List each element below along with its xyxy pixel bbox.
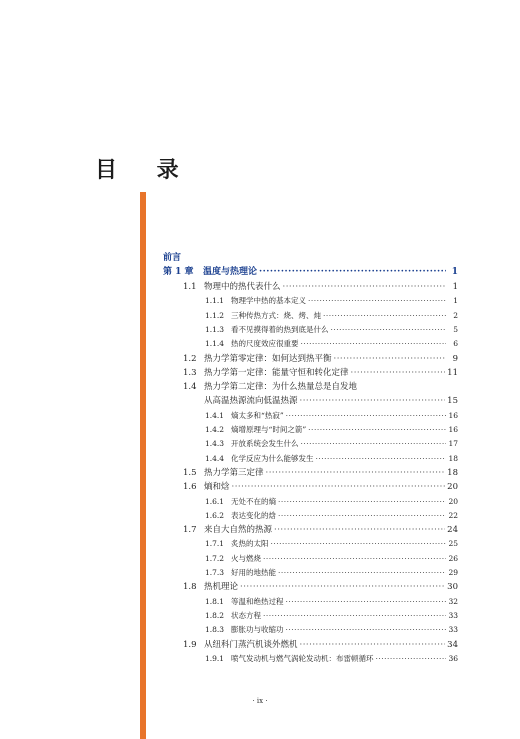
entry-page: 25 bbox=[448, 539, 458, 549]
toc-entry[interactable] bbox=[205, 495, 458, 509]
entry-title: 等温和绝热过程 bbox=[231, 596, 284, 606]
leader-dots bbox=[308, 423, 446, 437]
entry-page: 11 bbox=[447, 367, 458, 378]
toc-entry[interactable] bbox=[183, 466, 458, 480]
entry-title: 热力学第零定律：如何达到热平衡 bbox=[204, 353, 332, 364]
entry-title: 物理中的热代表什么 bbox=[204, 282, 281, 292]
entry-number: 1.4.2 bbox=[205, 425, 225, 434]
toc-entry[interactable] bbox=[183, 480, 458, 494]
entry-title: 熵太多和“热寂” bbox=[231, 410, 284, 420]
leader-dots bbox=[266, 466, 446, 480]
toc-entry[interactable] bbox=[183, 580, 458, 594]
leader-dots bbox=[278, 495, 446, 509]
toc-chapter-1[interactable] bbox=[163, 265, 458, 279]
toc-entry[interactable] bbox=[205, 337, 458, 351]
chapter-page: 1 bbox=[451, 267, 458, 277]
page-number: · ix · bbox=[252, 697, 268, 705]
entry-number: 1.8.2 bbox=[205, 610, 225, 620]
entry-number: 1.6.2 bbox=[205, 510, 225, 520]
entry-page: 16 bbox=[448, 410, 458, 420]
entry-title: 熵和焓 bbox=[204, 482, 230, 493]
toc-entry[interactable] bbox=[205, 437, 458, 451]
entry-number: 1.1.3 bbox=[205, 324, 225, 334]
chapter-number: 第 1 章 bbox=[163, 267, 194, 277]
entry-title: 炙热的太阳 bbox=[231, 539, 269, 549]
entry-number: 1.8.3 bbox=[205, 625, 225, 635]
entry-page: 34 bbox=[447, 639, 458, 650]
entry-number: 1.4.3 bbox=[205, 439, 225, 449]
leader-dots bbox=[283, 280, 446, 294]
toc-entry[interactable] bbox=[205, 623, 458, 637]
toc-entry[interactable] bbox=[205, 309, 458, 323]
entry-number: 1.1.1 bbox=[205, 296, 225, 306]
entry-number: 1.2 bbox=[183, 353, 197, 364]
entry-title: 火与燃烧 bbox=[231, 553, 261, 563]
leader-dots bbox=[351, 366, 446, 380]
entry-number: 1.4.4 bbox=[205, 453, 225, 463]
toc-entry[interactable] bbox=[205, 409, 458, 423]
entry-number: 1.3 bbox=[183, 367, 197, 378]
entry-page: 22 bbox=[448, 510, 458, 520]
entry-number: 1.5 bbox=[183, 467, 197, 478]
chapter-title: 温度与热理论 bbox=[203, 267, 258, 277]
entry-page: 1 bbox=[453, 296, 458, 306]
leader-dots bbox=[334, 352, 446, 366]
entry-page: 5 bbox=[453, 324, 458, 334]
toc-entry[interactable] bbox=[205, 566, 458, 580]
leader-dots bbox=[240, 580, 445, 594]
leader-dots bbox=[263, 552, 446, 566]
entry-title: 熵增原理与“时间之箭” bbox=[231, 425, 307, 434]
leader-dots bbox=[278, 509, 446, 523]
leader-dots bbox=[278, 566, 446, 580]
entry-title: 热的尺度效应很重要 bbox=[231, 339, 299, 349]
toc-entry[interactable] bbox=[205, 652, 458, 666]
toc-entry[interactable] bbox=[205, 423, 458, 437]
leader-dots bbox=[300, 638, 446, 652]
entry-number: 1.7.1 bbox=[205, 539, 225, 549]
entry-page: 18 bbox=[447, 467, 458, 478]
toc-entry[interactable] bbox=[205, 595, 458, 609]
leader-dots bbox=[308, 294, 446, 308]
entry-title: 看不见摸得着的热到底是什么 bbox=[231, 324, 329, 334]
entry-title: 好用的地热能 bbox=[231, 568, 276, 577]
entry-page: 26 bbox=[448, 553, 458, 563]
toc-entry[interactable] bbox=[205, 323, 458, 337]
toc-preface[interactable] bbox=[163, 251, 181, 265]
leader-dots bbox=[286, 409, 446, 423]
toc-entry[interactable] bbox=[205, 294, 458, 308]
entry-title: 从高温热源流向低温热源 bbox=[204, 396, 298, 407]
entry-page: 36 bbox=[448, 653, 458, 663]
entry-number: 1.6.1 bbox=[205, 496, 225, 506]
entry-page: 15 bbox=[447, 396, 458, 407]
entry-title: 喷气发动机与燃气涡轮发动机：布雷顿循环 bbox=[231, 653, 374, 663]
entry-page: 24 bbox=[447, 525, 458, 536]
toc-entry[interactable] bbox=[205, 452, 458, 466]
entry-page: 17 bbox=[448, 439, 458, 449]
leader-dots bbox=[271, 537, 447, 551]
leader-dots bbox=[286, 595, 447, 609]
leader-dots bbox=[301, 437, 447, 451]
entry-title: 状态方程 bbox=[231, 610, 261, 620]
entry-number: 1.8 bbox=[183, 582, 197, 593]
entry-page: 9 bbox=[452, 353, 458, 364]
entry-title: 热力学第一定律：能量守恒和转化定律 bbox=[204, 367, 349, 378]
leader-dots bbox=[300, 394, 446, 408]
leader-dots bbox=[316, 452, 447, 466]
entry-title: 热机理论 bbox=[204, 582, 239, 593]
toc-entry[interactable] bbox=[183, 523, 458, 537]
toc-entry[interactable] bbox=[183, 366, 458, 380]
entry-page: 29 bbox=[448, 568, 458, 577]
entry-number: 1.9 bbox=[183, 639, 197, 650]
entry-page: 1 bbox=[452, 282, 458, 292]
entry-number: 1.7 bbox=[183, 525, 197, 536]
entry-number: 1.7.3 bbox=[205, 568, 225, 577]
entry-page: 33 bbox=[448, 625, 458, 635]
leader-dots bbox=[286, 623, 447, 637]
leader-dots bbox=[301, 337, 447, 351]
entry-number: 1.4 bbox=[183, 382, 197, 393]
entry-title: 开放系统会发生什么 bbox=[231, 439, 299, 449]
entry-number: 1.9.1 bbox=[205, 653, 225, 663]
entry-title: 表达变化的焓 bbox=[231, 510, 276, 520]
entry-title: 来自大自然的热源 bbox=[204, 525, 273, 536]
entry-title: 无处不在的熵 bbox=[231, 496, 276, 506]
entry-title: 三种传热方式：烧、烤、炖 bbox=[231, 310, 321, 320]
toc-entry[interactable] bbox=[205, 609, 458, 623]
entry-page: 6 bbox=[453, 339, 458, 349]
toc-heading: 目 录 bbox=[95, 157, 195, 183]
entry-page: 16 bbox=[448, 425, 458, 434]
toc-entry[interactable] bbox=[205, 509, 458, 523]
entry-number: 1.1 bbox=[183, 282, 197, 292]
entry-number: 1.1.4 bbox=[205, 339, 225, 349]
entry-number: 1.1.2 bbox=[205, 310, 225, 320]
leader-dots bbox=[263, 609, 446, 623]
entry-page: 30 bbox=[447, 582, 458, 593]
entry-title: 膨胀功与收缩功 bbox=[231, 625, 284, 635]
entry-page: 2 bbox=[453, 310, 458, 320]
toc-entry[interactable] bbox=[183, 280, 458, 294]
toc-entry[interactable] bbox=[183, 394, 458, 408]
entry-number: 1.6 bbox=[183, 482, 197, 493]
entry-title: 热力学第三定律 bbox=[204, 467, 264, 478]
leader-dots bbox=[323, 309, 446, 323]
toc-entry[interactable] bbox=[183, 380, 458, 394]
entry-page: 20 bbox=[447, 482, 458, 493]
entry-number: 1.4.1 bbox=[205, 410, 225, 420]
entry-number: 1.7.2 bbox=[205, 553, 225, 563]
leader-dots bbox=[274, 523, 445, 537]
toc-entry[interactable] bbox=[205, 552, 458, 566]
leader-dots bbox=[232, 480, 446, 494]
leader-dots bbox=[331, 323, 447, 337]
entry-page: 32 bbox=[448, 596, 458, 606]
entry-number: 1.8.1 bbox=[205, 596, 225, 606]
entry-title: 化学反应为什么能够发生 bbox=[231, 453, 314, 463]
entry-page: 18 bbox=[448, 453, 458, 463]
preface-label: 前言 bbox=[163, 253, 182, 263]
entry-page: 33 bbox=[448, 610, 458, 620]
leader-dots bbox=[259, 265, 446, 279]
toc-entry[interactable] bbox=[205, 537, 458, 551]
toc-entry[interactable] bbox=[183, 352, 458, 366]
leader-dots bbox=[376, 652, 447, 666]
entry-title: 物理学中热的基本定义 bbox=[231, 296, 306, 306]
entry-title: 热力学第二定律：为什么热量总是自发地 bbox=[204, 382, 358, 393]
entry-title: 从纽科门蒸汽机谈外燃机 bbox=[204, 639, 298, 650]
entry-page: 20 bbox=[448, 496, 458, 506]
toc-entry[interactable] bbox=[183, 638, 458, 652]
